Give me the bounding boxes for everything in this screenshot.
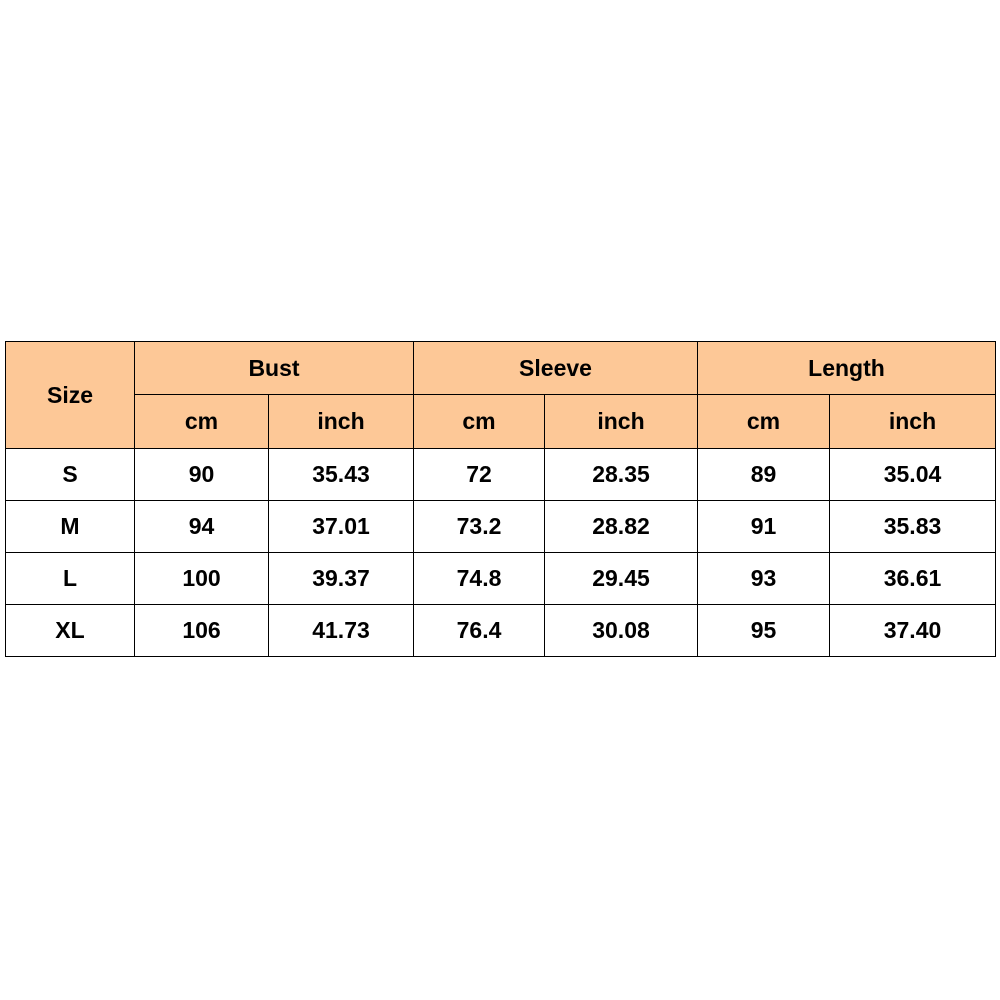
bust-inch-header: inch [269, 395, 414, 449]
sleeve-inch-cell: 30.08 [545, 605, 698, 657]
size-cell: S [6, 449, 135, 501]
table-row [6, 501, 996, 553]
bust-cm-header: cm [135, 395, 269, 449]
length-cm-header: cm [698, 395, 830, 449]
bust-cm-cell: 106 [135, 605, 269, 657]
length-group-header: Length [698, 342, 996, 395]
table-body [6, 449, 996, 657]
sleeve-cm-header: cm [414, 395, 545, 449]
size-cell: M [6, 501, 135, 553]
length-inch-cell: 36.61 [830, 553, 996, 605]
sleeve-cm-cell: 74.8 [414, 553, 545, 605]
length-inch-cell: 37.40 [830, 605, 996, 657]
header-group-row [6, 342, 996, 395]
table-row [6, 553, 996, 605]
length-inch-cell: 35.04 [830, 449, 996, 501]
table-row [6, 449, 996, 501]
sleeve-inch-cell: 29.45 [545, 553, 698, 605]
sleeve-cm-cell: 73.2 [414, 501, 545, 553]
length-cm-cell: 95 [698, 605, 830, 657]
sleeve-inch-cell: 28.82 [545, 501, 698, 553]
length-cm-cell: 93 [698, 553, 830, 605]
sleeve-cm-cell: 76.4 [414, 605, 545, 657]
table-row [6, 605, 996, 657]
bust-inch-cell: 39.37 [269, 553, 414, 605]
header-unit-row [6, 395, 996, 449]
sleeve-group-header: Sleeve [414, 342, 698, 395]
size-cell: XL [6, 605, 135, 657]
sleeve-inch-header: inch [545, 395, 698, 449]
sleeve-cm-cell: 72 [414, 449, 545, 501]
sleeve-inch-cell: 28.35 [545, 449, 698, 501]
bust-inch-cell: 35.43 [269, 449, 414, 501]
length-inch-cell: 35.83 [830, 501, 996, 553]
size-chart-table [5, 341, 996, 657]
size-cell: L [6, 553, 135, 605]
table-header [6, 342, 996, 449]
bust-cm-cell: 100 [135, 553, 269, 605]
bust-inch-cell: 37.01 [269, 501, 414, 553]
bust-cm-cell: 90 [135, 449, 269, 501]
bust-group-header: Bust [135, 342, 414, 395]
length-inch-header: inch [830, 395, 996, 449]
bust-cm-cell: 94 [135, 501, 269, 553]
length-cm-cell: 91 [698, 501, 830, 553]
length-cm-cell: 89 [698, 449, 830, 501]
size-column-header: Size [6, 342, 135, 449]
bust-inch-cell: 41.73 [269, 605, 414, 657]
